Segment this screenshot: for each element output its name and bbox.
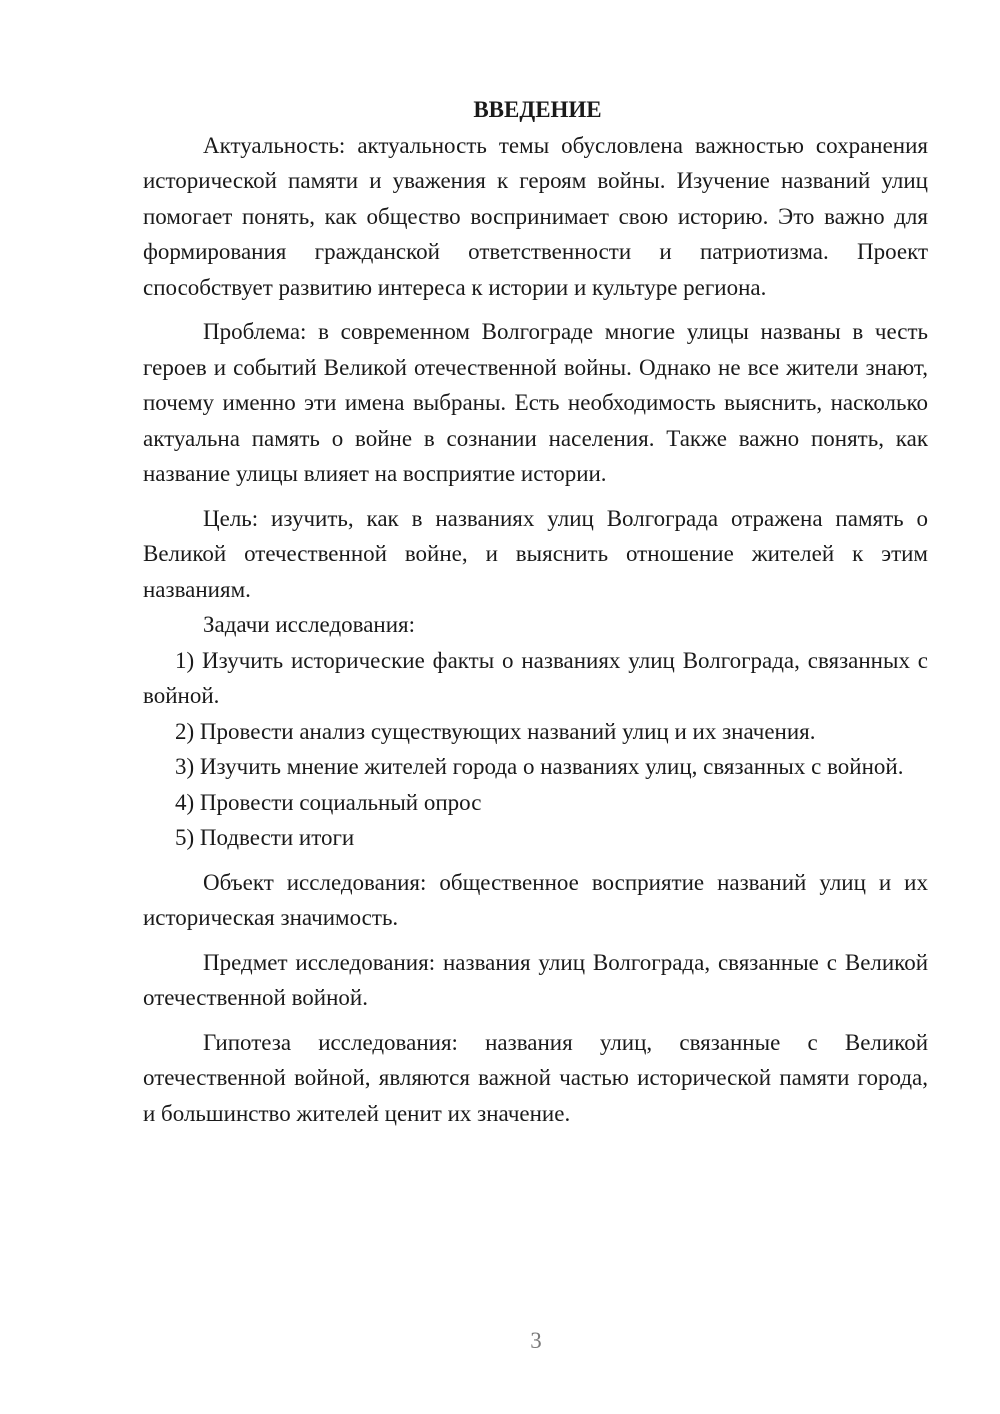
tasks-list xyxy=(143,643,928,856)
object-paragraph: Объект исследования: общественное восприятие названий улиц и их историческая значимость. xyxy=(143,869,928,930)
goal-paragraph: Цель: изучить, как в названиях улиц Волгограда отражена память о Великой отечественной войне, и выяснить отношение жителей к этим названиям. xyxy=(143,505,928,602)
relevance-paragraph: Актуальность: актуальность темы обусловлена важностью сохранения исторической памяти и уважения к героям войны. Изучение названий улиц помогает понять, как общество воспринимает свою историю. Это важно для формирования гражданской ответственности и патриотизма. Проект способствует развитию интереса к истории и культуре региона. xyxy=(143,132,928,300)
page-content xyxy=(143,92,928,1131)
task-item: 2) Провести анализ существующих названий улиц и их значения. xyxy=(175,718,816,744)
subject-paragraph: Предмет исследования: названия улиц Волгограда, связанные с Великой отечественной войной. xyxy=(143,949,928,1010)
tasks-heading: Задачи исследования: xyxy=(203,612,416,637)
problem-paragraph: Проблема: в современном Волгограде многие улицы названы в честь героев и событий Великой отечественной войны. Однако не все жители знают, почему именно эти имена выбраны. Есть необходимость выяснить, насколько актуальна память о войне в сознании населения. Также важно понять, как название улицы влияет на восприятие истории. xyxy=(143,319,928,486)
task-item: 5) Подвести итоги xyxy=(175,825,355,850)
task-item: 3) Изучить мнение жителей города о названиях улиц, связанных с войной. xyxy=(175,754,904,779)
section-title: ВВЕДЕНИЕ xyxy=(473,97,602,122)
hypothesis-paragraph: Гипотеза исследования: названия улиц, связанные с Великой отечественной войной, являются важной частью исторической памяти города, и большинство жителей ценит их значение. xyxy=(143,1029,928,1126)
task-item: 4) Провести социальный опрос xyxy=(175,789,482,815)
task-item: 1) Изучить исторические факты о названиях улиц Волгограда, связанных с войной. xyxy=(143,647,928,708)
page-number: 3 xyxy=(530,1328,542,1353)
